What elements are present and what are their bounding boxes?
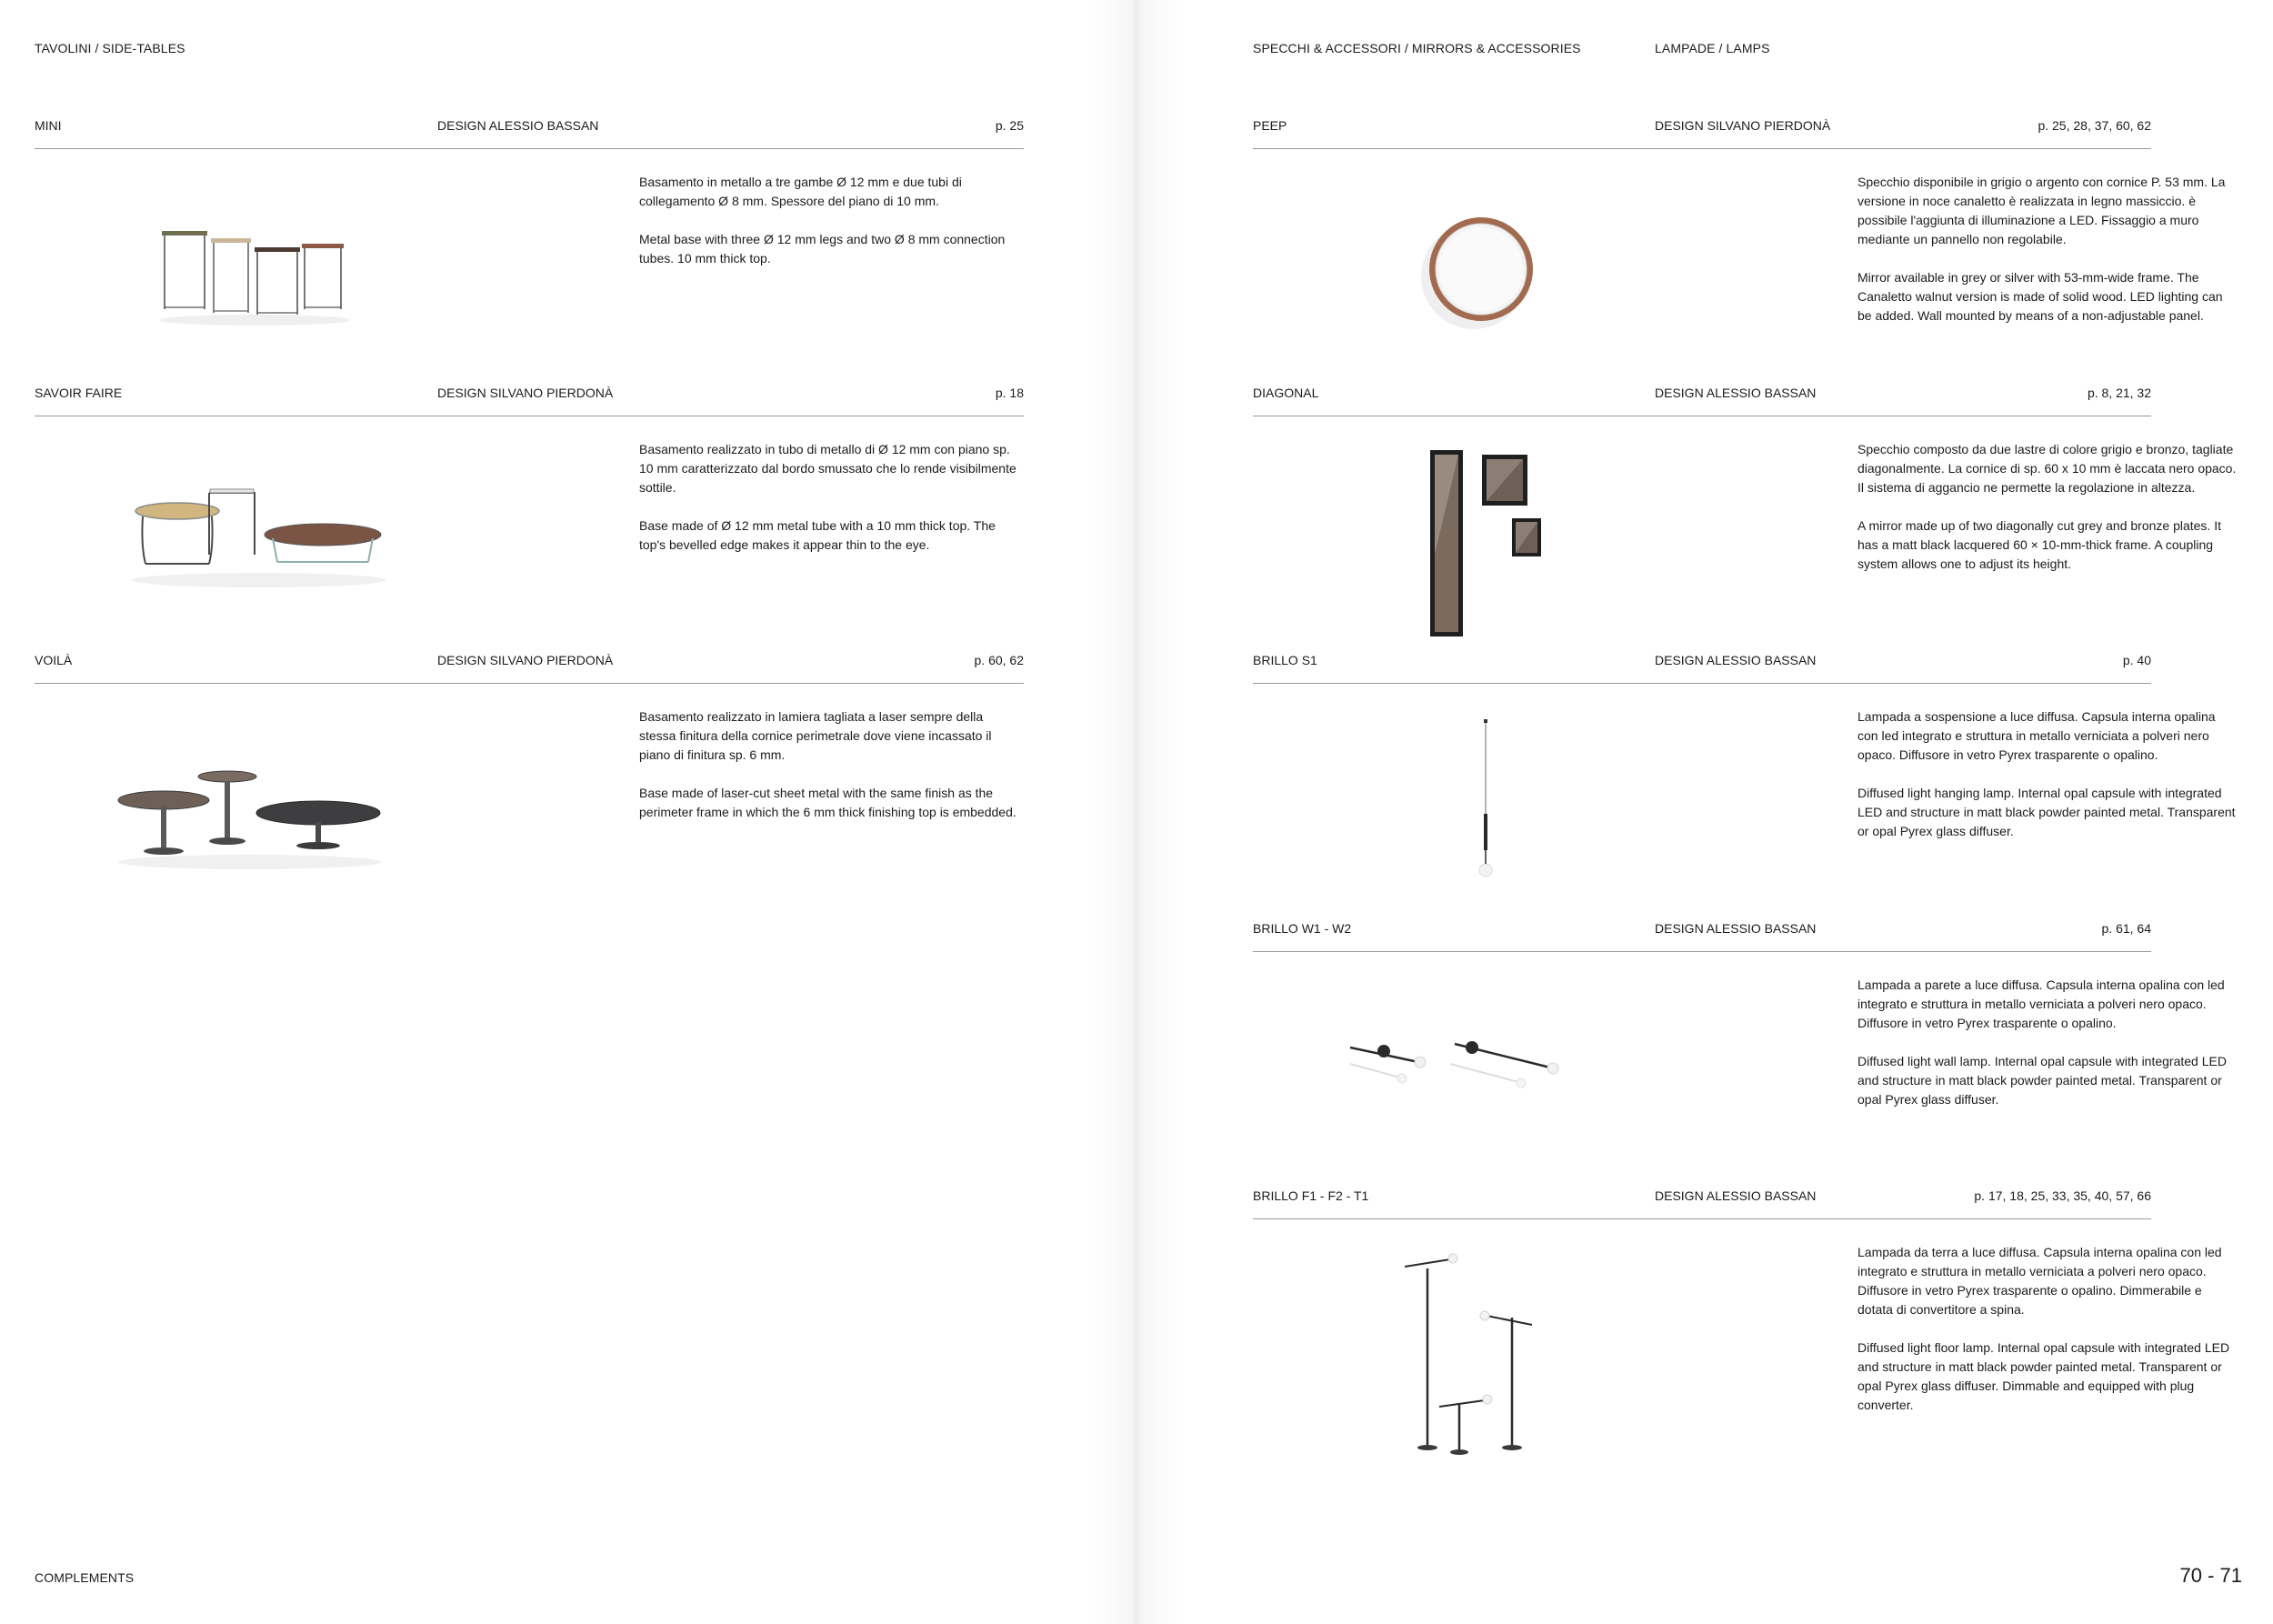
- product-name: VOILÀ: [35, 653, 73, 667]
- description-english: Diffused light wall lamp. Internal opal capsule with integrated LED and structure in matt black powder painted metal. Transparent or opal Pyrex glass diffuser.: [1857, 1054, 2227, 1107]
- right-page: [1136, 0, 2273, 1624]
- section-divider: [35, 148, 1024, 149]
- product-description: [1857, 1243, 2239, 1415]
- product-name: DIAGONAL: [1253, 386, 1319, 400]
- product-designer: DESIGN ALESSIO BASSAN: [1655, 921, 1817, 936]
- product-designer: DESIGN SILVANO PIERDONÀ: [437, 386, 614, 400]
- description-english: Base made of laser-cut sheet metal with the same finish as the perimeter frame in which the 6 mm thick finishing top is embedded.: [639, 786, 1016, 819]
- description-italian: Basamento realizzato in lamiera tagliata a laser sempre della stessa finitura della cornice perimetrale dove viene incassato il piano di finitura sp. 6 mm.: [639, 709, 992, 762]
- diagonal-mirrors-image: [1426, 446, 1553, 641]
- brillo-floor-lamps-image: [1396, 1241, 1559, 1459]
- product-name: MINI: [35, 118, 62, 133]
- section-title: TAVOLINI / SIDE-TABLES: [35, 41, 185, 55]
- product-description: [1857, 173, 2239, 326]
- section-divider: [35, 683, 1024, 684]
- description-english: Diffused light hanging lamp. Internal opal capsule with integrated LED and structure in matt black powder painted metal. Transparent or opal Pyrex glass diffuser.: [1857, 786, 2236, 838]
- product-designer: DESIGN SILVANO PIERDONÀ: [437, 653, 614, 667]
- brillo-w1-w2-lamps-image: [1346, 1028, 1600, 1100]
- product-name: SAVOIR FAIRE: [35, 386, 123, 400]
- product-page-refs: p. 60, 62: [974, 653, 1024, 667]
- product-name: BRILLO F1 - F2 - T1: [1253, 1188, 1369, 1203]
- product-description: [1857, 707, 2239, 841]
- peep-mirror-image: [1414, 209, 1541, 336]
- mini-tables-image: [145, 218, 364, 327]
- section-divider: [1253, 148, 2151, 149]
- voila-tables-image: [109, 764, 391, 873]
- product-designer: DESIGN ALESSIO BASSAN: [1655, 386, 1817, 400]
- description-english: A mirror made up of two diagonally cut grey and bronze plates. It has a matt black lacquered 60 × 10-mm-thick frame. A coupling system allows one to adjust its height.: [1857, 518, 2221, 571]
- product-description: [1857, 440, 2239, 574]
- product-page-refs: p. 61, 64: [2101, 921, 2151, 936]
- product-name: BRILLO W1 - W2: [1253, 921, 1352, 936]
- product-description: [639, 173, 1021, 268]
- left-page: [0, 0, 1136, 1624]
- product-page-refs: p. 18: [995, 386, 1024, 400]
- brillo-s1-lamp-image: [1468, 714, 1505, 877]
- description-italian: Basamento in metallo a tre gambe Ø 12 mm e due tubi di collegamento Ø 8 mm. Spessore del piano di 10 mm.: [639, 175, 962, 208]
- description-english: Mirror available in grey or silver with 53-mm-wide frame. The Canaletto walnut version is made of solid wood. LED lighting can be added. Wall mounted by means of a non-adjustable panel.: [1857, 270, 2223, 323]
- product-description: [1857, 976, 2239, 1109]
- description-italian: Lampada da terra a luce diffusa. Capsula interna opalina con led integrato e struttura in metallo verniciata a polveri nero opaco. Diffusore in vetro Pyrex trasparente o opalino. Dimmerabile e dotata di convertitore a spina.: [1857, 1245, 2222, 1317]
- product-designer: DESIGN ALESSIO BASSAN: [437, 118, 599, 133]
- product-page-refs: p. 25: [995, 118, 1024, 133]
- product-name: BRILLO S1: [1253, 653, 1317, 667]
- product-page-refs: p. 8, 21, 32: [2087, 386, 2151, 400]
- description-italian: Specchio composto da due lastre di colore grigio e bronzo, tagliate diagonalmente. La cornice di sp. 60 x 10 mm è laccata nero opaco. Il sistema di aggancio ne permette la regolazione in altezza.: [1857, 442, 2237, 495]
- page-footer: COMPLEMENTS: [35, 1570, 135, 1585]
- page-numbers: 70 - 71: [2179, 1564, 2242, 1587]
- product-page-refs: p. 25, 28, 37, 60, 62: [2038, 118, 2151, 133]
- description-italian: Basamento realizzato in tubo di metallo di Ø 12 mm con piano sp. 10 mm caratterizzato dal bordo smussato che lo rende visibilmente sottile.: [639, 442, 1016, 495]
- product-designer: DESIGN SILVANO PIERDONÀ: [1655, 118, 1831, 133]
- section-divider: [1253, 1218, 2151, 1219]
- product-page-refs: p. 40: [2122, 653, 2151, 667]
- description-english: Metal base with three Ø 12 mm legs and two Ø 8 mm connection tubes. 10 mm thick top.: [639, 232, 1006, 266]
- section-title-lamps: LAMPADE / LAMPS: [1655, 41, 1770, 55]
- description-italian: Lampada a sospensione a luce diffusa. Capsula interna opalina con led integrato e struttura in metallo verniciata a polveri nero opaco. Diffusore in vetro Pyrex trasparente o opalino.: [1857, 709, 2216, 762]
- description-italian: Specchio disponibile in grigio o argento con cornice P. 53 mm. La versione in noce canaletto è realizzata in legno massiccio. è possibile l'aggiunta di illuminazione a LED. Fissaggio a muro mediante un pannello non regolabile.: [1857, 175, 2226, 246]
- product-designer: DESIGN ALESSIO BASSAN: [1655, 1188, 1817, 1203]
- product-description: [639, 440, 1021, 555]
- product-description: [639, 707, 1021, 822]
- savoir-faire-tables-image: [123, 473, 396, 591]
- product-designer: DESIGN ALESSIO BASSAN: [1655, 653, 1817, 667]
- description-english: Base made of Ø 12 mm metal tube with a 10 mm thick top. The top's bevelled edge makes it appear thin to the eye.: [639, 518, 996, 552]
- description-english: Diffused light floor lamp. Internal opal capsule with integrated LED and structure in matt black powder painted metal. Transparent or opal Pyrex glass diffuser. Dimmable and equipped with plug converter.: [1857, 1340, 2230, 1412]
- section-divider: [1253, 951, 2151, 952]
- description-italian: Lampada a parete a luce diffusa. Capsula interna opalina con led integrato e struttura in metallo verniciata a polveri nero opaco. Diffusore in vetro Pyrex trasparente o opalino.: [1857, 977, 2225, 1030]
- section-divider: [1253, 683, 2151, 684]
- product-page-refs: p. 17, 18, 25, 33, 35, 40, 57, 66: [1974, 1188, 2151, 1203]
- section-title: SPECCHI & ACCESSORI / MIRRORS & ACCESSORIES: [1253, 41, 1581, 55]
- product-name: PEEP: [1253, 118, 1287, 133]
